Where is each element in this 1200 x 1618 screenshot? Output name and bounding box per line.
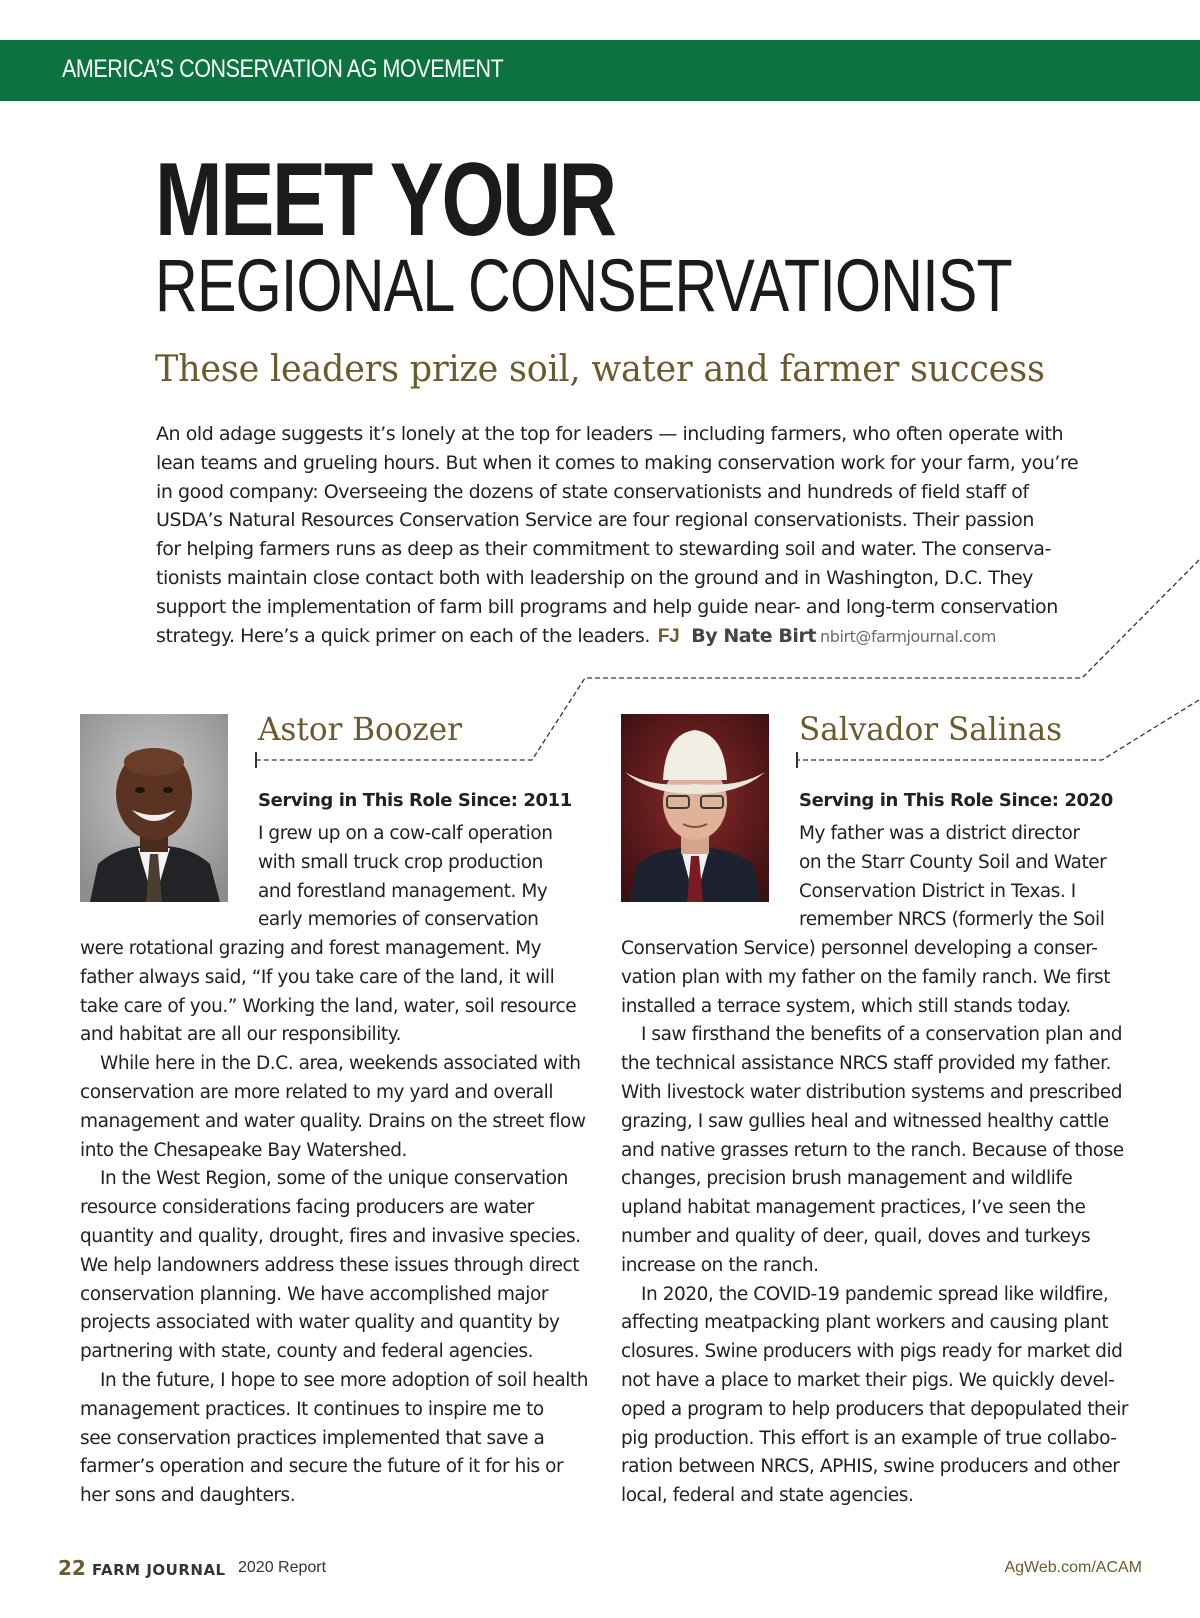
profile-line: quantity and quality, drought, fires and invasive species. [80, 1225, 581, 1247]
profile-line: In the West Region, some of the unique conservation [100, 1168, 568, 1190]
profile-line: and forestland management. My [258, 880, 548, 902]
profile-line: upland habitat management practices, I’ve seen the [621, 1197, 1086, 1219]
profile-line: Conservation Service) personnel developing a conser- [621, 938, 1098, 959]
profile-body [80, 935, 588, 1511]
headline-main: MEET YOUR [155, 142, 615, 258]
deck-subtitle: These leaders prize soil, water and farmer success [155, 349, 1045, 390]
headline-sub: REGIONAL CONSERVATIONIST [155, 244, 1012, 327]
profile-line: remember NRCS (formerly the Soil [799, 909, 1105, 931]
report-label: 2020 Report [238, 1559, 327, 1576]
intro-line: An old adage suggests it’s lonely at the top for leaders — including farmers, who often operate with [156, 423, 1064, 445]
profile-name: Salvador Salinas [799, 710, 1063, 748]
profile-line: on the Starr County Soil and Water [799, 851, 1107, 873]
profile-name: Astor Boozer [258, 710, 462, 748]
profile-line: number and quality of deer, quail, doves and turkeys [621, 1225, 1091, 1247]
profile-since: Serving in This Role Since: 2011 [258, 790, 572, 811]
profile-line: Conservation District in Texas. I [799, 880, 1076, 902]
profile-line: with small truck crop production [258, 851, 543, 873]
intro-line: in good company: Overseeing the dozens of state conservationists and hundreds of field staff of [156, 480, 1029, 503]
banner-text: AMERICA’S CONSERVATION AG MOVEMENT [62, 55, 504, 83]
profile-line: vation plan with my father on the family ranch. We first [621, 966, 1110, 988]
profile-line: not have a place to market their pigs. We quickly devel- [621, 1369, 1115, 1391]
author-email[interactable]: nbirt@farmjournal.com [820, 626, 996, 646]
profile-line: see conservation practices implemented that save a [80, 1427, 545, 1449]
profile-body [621, 935, 1128, 1511]
byline: By Nate Birt [691, 624, 817, 647]
intro-line: lean teams and grueling hours. But when it comes to making conservation work for your farm, you’re [156, 451, 1079, 474]
profile-line: farmer’s operation and secure the future of it for his or [80, 1456, 564, 1478]
profile-body-wrap [799, 820, 1106, 935]
profile-line: partnering with state, county and federal agencies. [80, 1341, 534, 1363]
profile-line: management and water quality. Drains on the street flow [80, 1110, 586, 1132]
website-link[interactable]: AgWeb.com/ACAM [1004, 1559, 1142, 1576]
profile-line: I saw firsthand the benefits of a conservation plan and [641, 1024, 1123, 1046]
profile-line: take care of you.” Working the land, water, soil resource [80, 995, 577, 1017]
portrait-astor-boozer [80, 714, 228, 902]
profile-line: pig production. This effort is an example of true collabo- [621, 1427, 1117, 1449]
profile-line: conservation are more related to my yard and overall [80, 1081, 554, 1103]
profile-line: father always said, “If you take care of the land, it will [80, 966, 555, 988]
profile-line: We help landowners address these issues through direct [80, 1254, 579, 1276]
intro-line: tionists maintain close contact both with leadership on the ground and in Washington, D.C. They [156, 566, 1033, 589]
profile-line: ration between NRCS, APHIS, swine producers and other [621, 1456, 1120, 1478]
fj-logo-mark: FJ [657, 625, 680, 647]
profile-line: I grew up on a cow-calf operation [258, 823, 553, 844]
page-number: 22 [58, 1556, 86, 1580]
profile-line: In 2020, the COVID-19 pandemic spread like wildfire, [641, 1283, 1109, 1305]
profile-line: local, federal and state agencies. [621, 1485, 914, 1507]
profile-line: changes, precision brush management and wildlife [621, 1168, 1073, 1190]
profile-line: My father was a district director [799, 823, 1080, 844]
profile-line: grazing, I saw gullies heal and witnessed healthy cattle [621, 1110, 1109, 1132]
profile-line: her sons and daughters. [80, 1485, 296, 1507]
profile-line: and native grasses return to the ranch. Because of those [621, 1139, 1124, 1161]
profile-line: In the future, I hope to see more adoption of soil health [100, 1369, 588, 1391]
profile-line: into the Chesapeake Bay Watershed. [80, 1139, 407, 1161]
profile-line: the technical assistance NRCS staff provided my father. [621, 1053, 1111, 1075]
profile-line: While here in the D.C. area, weekends associated with [100, 1053, 581, 1075]
profile-line: With livestock water distribution systems and prescribed [621, 1081, 1123, 1103]
intro-line: USDA’s Natural Resources Conservation Service are four regional conservationists. Their passion [156, 509, 1034, 532]
profile-line: and habitat are all our responsibility. [80, 1024, 402, 1046]
publication-brand: FARM JOURNAL [92, 1561, 226, 1579]
profile-line: closures. Swine producers with pigs ready for market did [621, 1341, 1123, 1363]
profile-line: oped a program to help producers that depopulated their [621, 1398, 1129, 1420]
profile-line: affecting meatpacking plant workers and causing plant [621, 1312, 1109, 1334]
profile-line: projects associated with water quality and quantity by [80, 1312, 560, 1334]
intro-line: support the implementation of farm bill programs and help guide near- and long-term conservation [156, 595, 1058, 618]
profile-line: increase on the ranch. [621, 1254, 819, 1276]
intro-line: for helping farmers runs as deep as their commitment to stewarding soil and water. The conserva- [156, 538, 1051, 561]
profile-line: were rotational grazing and forest management. My [80, 938, 542, 959]
profile-body-wrap [258, 820, 552, 935]
profile-line: resource considerations facing producers are water [80, 1197, 534, 1219]
intro-line-text: strategy. Here’s a quick primer on each of the leaders. [156, 624, 650, 647]
profile-line: conservation planning. We have accomplished major [80, 1283, 549, 1305]
profile-line: management practices. It continues to inspire me to [80, 1398, 544, 1420]
profile-line: installed a terrace system, which still stands today. [621, 995, 1071, 1017]
portrait-salvador-salinas [621, 714, 769, 902]
profile-line: early memories of conservation [258, 909, 539, 931]
profile-since: Serving in This Role Since: 2020 [799, 790, 1113, 811]
